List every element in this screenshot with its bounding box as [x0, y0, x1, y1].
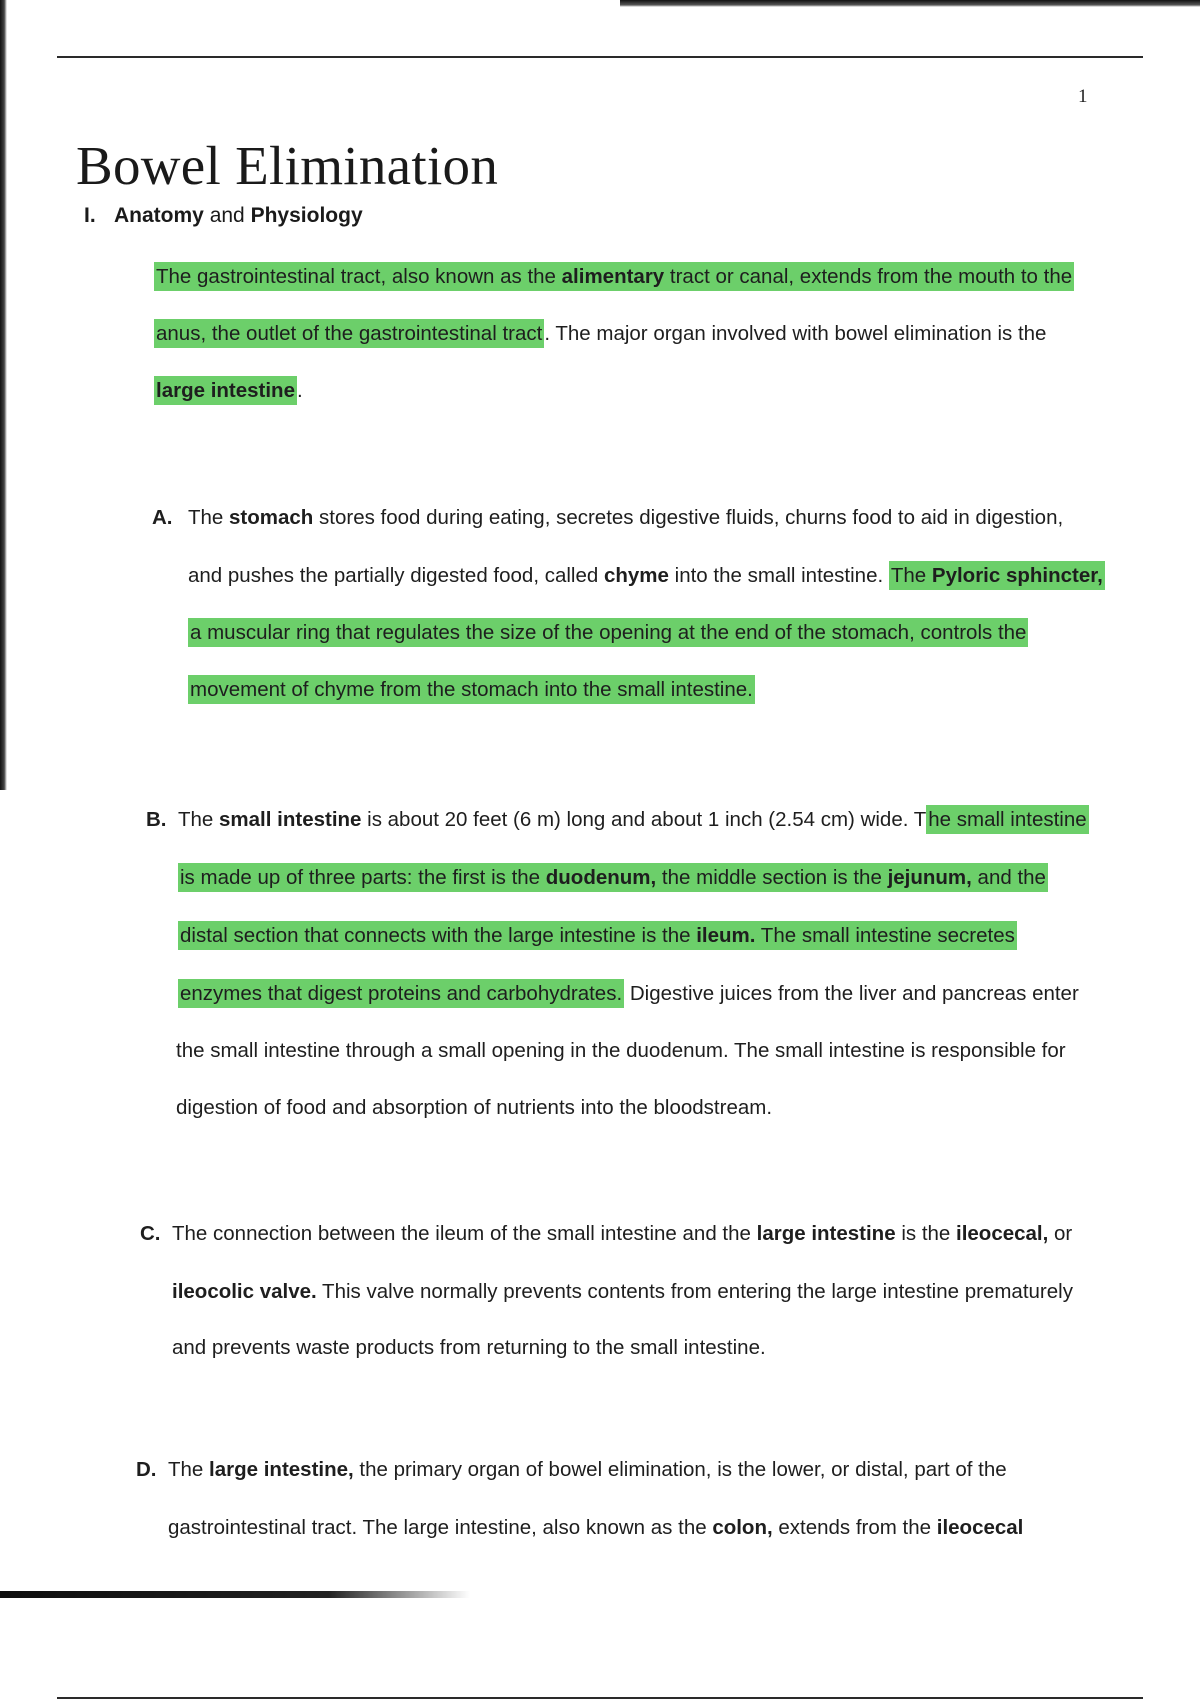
page-title: Bowel Elimination: [76, 135, 499, 196]
scan-top-edge: [620, 0, 1200, 7]
lower-page-area: [0, 1588, 1200, 1700]
item-c-marker: C.: [140, 1222, 161, 1245]
intro-line-1: [154, 265, 1074, 289]
item-d-line-2: gastrointestinal tract. The large intestine, also known as the colon, extends from the ileocecal: [168, 1516, 1024, 1539]
section-word-3: Physiology: [250, 204, 363, 227]
section-heading: [84, 204, 363, 228]
item-b-marker: B.: [146, 808, 167, 831]
page-number: 1: [1078, 86, 1088, 107]
item-b-line-5: the small intestine through a small opening in the duodenum. The small intestine is responsible for: [176, 1039, 1066, 1062]
item-b-line-2: [178, 866, 1048, 890]
item-b-line-4: enzymes that digest proteins and carbohydrates. Digestive juices from the liver and pancreas enter: [178, 982, 1079, 1006]
item-c-line-1: C. The connection between the ileum of the small intestine and the large intestine is the ileocecal, or: [140, 1222, 1073, 1245]
header-rule: [57, 56, 1143, 58]
highlight: he small intestine: [926, 805, 1088, 834]
item-c-line-2: ileocolic valve. This valve normally prevents contents from entering the large intestine prematurely: [172, 1280, 1073, 1303]
item-b-line-6: digestion of food and absorption of nutrients into the bloodstream.: [176, 1096, 773, 1119]
item-d-marker: D.: [136, 1458, 157, 1481]
highlight: The Pyloric sphincter,: [889, 561, 1105, 590]
highlight: distal section that connects with the large intestine is the ileum. The small intestine secretes: [178, 921, 1017, 950]
highlight: a muscular ring that regulates the size of the opening at the end of the stomach, controls the: [188, 618, 1028, 647]
item-a-line-4: [188, 678, 755, 702]
item-a-marker: A.: [152, 506, 173, 529]
highlight: movement of chyme from the stomach into the small intestine.: [188, 675, 755, 704]
section-word-2: and: [209, 204, 245, 227]
item-b-line-1: B. The small intestine is about 20 feet (6 m) long and about 1 inch (2.54 cm) wide. The small intestine: [146, 808, 1089, 832]
item-a-line-2: and pushes the partially digested food, called chyme into the small intestine. The Pyloric sphincter,: [188, 564, 1105, 588]
section-numeral: I.: [84, 204, 96, 227]
highlight: The gastrointestinal tract, also known as the alimentary tract or canal, extends from the mouth to the: [154, 262, 1074, 291]
highlight: enzymes that digest proteins and carbohydrates.: [178, 979, 624, 1008]
item-a-line-3: [188, 621, 1028, 645]
footer-rule: [57, 1697, 1143, 1699]
highlight: anus, the outlet of the gastrointestinal tract: [154, 319, 544, 348]
section-word-1: Anatomy: [114, 204, 204, 227]
highlight: is made up of three parts: the first is the duodenum, the middle section is the jejunum, and the: [178, 863, 1048, 892]
item-d-line-1: D. The large intestine, the primary organ of bowel elimination, is the lower, or distal, part of the: [136, 1458, 1007, 1481]
item-c-line-3: and prevents waste products from returning to the small intestine.: [172, 1336, 766, 1359]
scan-left-edge: [0, 0, 7, 790]
scan-bottom-edge: [0, 1591, 470, 1598]
highlight: large intestine: [154, 376, 297, 405]
intro-line-2: anus, the outlet of the gastrointestinal tract. The major organ involved with bowel elimination is the: [154, 322, 1046, 346]
intro-line-3: large intestine.: [154, 379, 303, 403]
item-a-line-1: A. The stomach stores food during eating, secretes digestive fluids, churns food to aid in digestion,: [152, 506, 1064, 529]
item-b-line-3: [178, 924, 1017, 948]
